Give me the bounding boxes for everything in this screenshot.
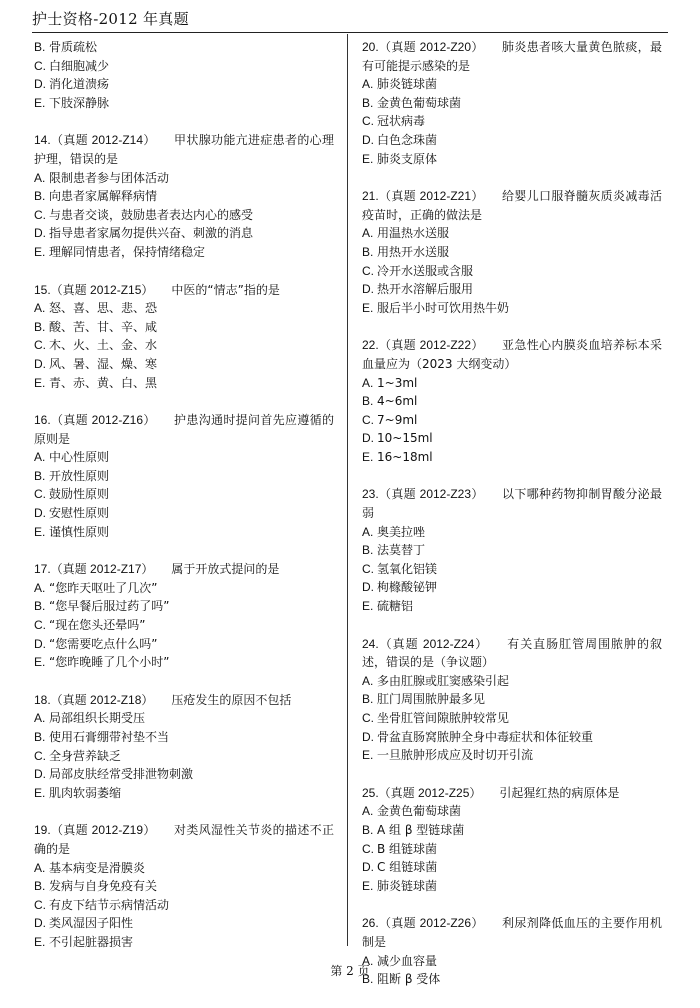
option-item <box>34 877 334 896</box>
option-letter: B. <box>362 972 374 987</box>
option-item <box>34 635 334 654</box>
option-letter: B. <box>362 244 374 259</box>
question-number: 21.（真题 2012-Z21） <box>362 189 484 204</box>
option-item <box>362 821 662 840</box>
option-text: 理解同情患者，保持情绪稳定 <box>49 244 206 259</box>
option-letter: C. <box>34 487 46 502</box>
option-letter: E. <box>34 785 46 800</box>
option-letter: D. <box>362 132 374 147</box>
option-text: 多由肛腺或肛窦感染引起 <box>377 673 510 688</box>
option-item <box>34 523 334 542</box>
option-letter: D. <box>34 916 46 931</box>
option-text: 有皮下结节示病情活动 <box>49 897 170 912</box>
option-letter: C. <box>34 897 46 912</box>
option-text: 酸、苦、甘、辛、咸 <box>49 319 158 334</box>
header-rule <box>32 32 668 33</box>
option-letter: D. <box>34 356 46 371</box>
option-item <box>34 859 334 878</box>
option-text: 局部皮肤经常受排泄物刺激 <box>49 767 194 782</box>
question-block <box>34 281 334 393</box>
option-item <box>34 448 334 467</box>
option-item <box>34 299 334 318</box>
option-text: 硫糖铝 <box>377 599 414 614</box>
question-title <box>362 187 662 224</box>
option-item <box>34 896 334 915</box>
option-letter: E. <box>34 244 46 259</box>
option-text: “现在您头还晕吗” <box>49 618 146 633</box>
option-item <box>34 318 334 337</box>
option-letter: E. <box>34 95 46 110</box>
option-item <box>362 374 662 393</box>
question-stem: 引起猩红热的病原体是 <box>499 785 620 800</box>
option-item <box>362 448 662 467</box>
question-number: 24.（真题 2012-Z24） <box>362 636 489 651</box>
option-item <box>362 75 662 94</box>
option-item <box>34 784 334 803</box>
option-item <box>34 467 334 486</box>
option-text: 坐骨肛管间隙脓肿较常见 <box>377 711 510 725</box>
question-title <box>34 691 334 710</box>
option-text: 青、赤、黄、白、黑 <box>49 375 158 390</box>
option-text: 骨盆直肠窝脓肿全身中毒症状和体征较重 <box>377 729 594 744</box>
option-text: 向患者家属解释病情 <box>49 189 158 204</box>
option-letter: A. <box>34 170 46 185</box>
option-letter: E. <box>362 300 374 315</box>
option-letter: C. <box>362 114 374 129</box>
option-letter: A. <box>34 301 46 316</box>
question-title <box>362 336 662 373</box>
option-text: 限制患者参与团体活动 <box>49 170 170 185</box>
option-item <box>34 747 334 766</box>
option-text: 消化道溃疡 <box>49 77 110 92</box>
question-stem: 给婴儿口服脊髓灰质炎减毒活疫苗时，正确的做法是 <box>362 189 662 222</box>
option-item <box>34 57 334 76</box>
option-text: 鼓励性原则 <box>49 487 110 502</box>
page-footer: 第 2 页 <box>330 964 370 978</box>
option-item <box>362 94 662 113</box>
option-text: 奥美拉唑 <box>377 524 426 539</box>
option-letter: C. <box>362 841 374 856</box>
option-text: 白细胞减少 <box>49 58 110 73</box>
option-text: 发病与自身免疫有关 <box>49 879 158 894</box>
question-number: 25.（真题 2012-Z25） <box>362 785 482 800</box>
question-block <box>34 560 334 672</box>
option-text: 法莫替丁 <box>377 543 426 558</box>
question-block <box>362 635 662 765</box>
option-letter: B. <box>34 189 46 204</box>
question-stem: 有关直肠肛管周围脓肿的叙述，错误的是（争议题） <box>362 636 662 670</box>
option-item <box>34 485 334 504</box>
option-letter: D. <box>362 431 374 446</box>
option-letter: B. <box>362 95 374 110</box>
question-stem: 压疮发生的原因不包括 <box>171 692 292 707</box>
option-letter: E. <box>34 934 46 949</box>
option-item <box>34 597 334 616</box>
option-item <box>34 38 334 57</box>
option-letter: C. <box>34 618 46 633</box>
option-letter: E. <box>362 878 374 893</box>
question-block <box>34 131 334 261</box>
option-text: 1~3ml <box>377 375 418 390</box>
question-block <box>362 336 662 466</box>
question-title <box>362 635 662 672</box>
option-item <box>34 728 334 747</box>
option-item <box>34 709 334 728</box>
option-text: A 组 β 型链球菌 <box>377 822 465 837</box>
option-item <box>362 597 662 616</box>
option-text: 服后半小时可饮用热牛奶 <box>377 300 510 315</box>
option-item <box>34 933 334 952</box>
option-item <box>34 94 334 113</box>
option-text: 热开水溶解后服用 <box>377 282 474 297</box>
question-number: 18.（真题 2012-Z18） <box>34 692 154 707</box>
column-divider <box>347 34 348 946</box>
option-letter: D. <box>34 636 46 651</box>
option-text: 指导患者家属勿提供兴奋、刺激的消息 <box>49 226 254 241</box>
question-stem: 利尿剂降低血压的主要作用机制是 <box>362 916 662 949</box>
option-text: “您昨晚睡了几个小时” <box>49 655 170 670</box>
option-letter: B. <box>34 730 46 744</box>
option-text: “您需要吃点什么吗” <box>49 636 158 651</box>
question-stem: 属于开放式提问的是 <box>171 562 280 577</box>
option-letter: B. <box>362 692 374 707</box>
option-letter: C. <box>34 338 46 353</box>
option-text: 枸橼酸铋钾 <box>377 580 438 595</box>
option-letter: D. <box>362 860 374 875</box>
question-block <box>362 485 662 615</box>
option-letter: A. <box>362 375 374 390</box>
option-text: 使用石膏绷带衬垫不当 <box>49 730 170 744</box>
option-text: 骨质疏松 <box>49 40 98 54</box>
question-block <box>362 38 662 168</box>
question-title <box>34 131 334 168</box>
option-item <box>34 206 334 225</box>
option-letter: A. <box>362 673 374 688</box>
option-item <box>362 672 662 691</box>
option-item <box>34 504 334 523</box>
option-letter: B. <box>34 319 46 334</box>
option-item <box>362 429 662 448</box>
option-item <box>362 746 662 765</box>
option-item <box>362 392 662 411</box>
question-stem: 中医的“情志”指的是 <box>171 282 280 297</box>
option-item <box>362 877 662 896</box>
option-letter: A. <box>362 953 374 968</box>
option-text: 木、火、土、金、水 <box>49 338 158 353</box>
option-item <box>362 243 662 262</box>
option-text: 冷开水送服或含服 <box>377 263 474 278</box>
option-letter: C. <box>34 748 46 763</box>
option-item <box>362 112 662 131</box>
option-text: 肌肉软弱萎缩 <box>49 785 122 800</box>
option-item <box>362 560 662 579</box>
question-title <box>34 411 334 448</box>
question-title <box>34 281 334 300</box>
option-text: 与患者交谈，鼓励患者表达内心的感受 <box>49 207 254 222</box>
option-item <box>34 914 334 933</box>
option-text: 肺炎支原体 <box>377 151 438 166</box>
option-item <box>34 336 334 355</box>
question-block <box>34 821 334 951</box>
question-block <box>362 784 662 896</box>
question-block <box>34 411 334 541</box>
option-text: 7~9ml <box>377 412 418 427</box>
option-item <box>362 690 662 709</box>
option-letter: D. <box>362 580 374 595</box>
option-item <box>34 374 334 393</box>
option-text: 类风湿因子阳性 <box>49 916 134 931</box>
option-text: 不引起脏器损害 <box>49 934 134 949</box>
question-number: 23.（真题 2012-Z23） <box>362 487 484 502</box>
header-title: 护士资格-2012 年真题 <box>32 10 189 28</box>
option-item <box>34 355 334 374</box>
option-text: 肺炎链球菌 <box>377 878 438 893</box>
question-number: 17.（真题 2012-Z17） <box>34 562 154 577</box>
question-title <box>362 38 662 75</box>
option-text: 氢氧化铝镁 <box>377 561 438 576</box>
option-text: 用热开水送服 <box>377 244 450 259</box>
question-number: 16.（真题 2012-Z16） <box>34 413 156 428</box>
option-item <box>34 187 334 206</box>
question-number: 22.（真题 2012-Z22） <box>362 338 484 353</box>
option-item <box>362 541 662 560</box>
option-text: B 组链球菌 <box>377 841 438 856</box>
question-stem: 以下哪种药物抑制胃酸分泌最弱 <box>362 487 662 521</box>
option-item <box>362 840 662 859</box>
option-letter: D. <box>362 729 374 744</box>
option-item <box>34 224 334 243</box>
option-text: 开放性原则 <box>49 468 110 483</box>
page-header <box>32 6 668 32</box>
option-item <box>362 150 662 169</box>
right-column <box>362 38 662 1008</box>
option-text: 16~18ml <box>377 449 433 464</box>
option-text: 4~6ml <box>377 394 418 409</box>
question-stem: 亚急性心内膜炎血培养标本采血量应为（2023 大纲变动） <box>362 338 662 371</box>
option-text: 局部组织长期受压 <box>49 711 146 726</box>
option-item <box>34 653 334 672</box>
option-letter: A. <box>34 580 46 595</box>
option-letter: B. <box>362 394 374 409</box>
option-text: 阻断 β 受体 <box>377 972 441 987</box>
question-title <box>34 560 334 579</box>
option-text: 10~15ml <box>377 431 433 446</box>
option-letter: E. <box>362 151 374 166</box>
option-text: 谨慎性原则 <box>49 524 110 539</box>
option-text: 怒、喜、思、悲、恐 <box>49 301 158 316</box>
option-text: 风、暑、湿、燥、寒 <box>49 356 158 371</box>
option-letter: E. <box>34 655 46 670</box>
option-letter: E. <box>34 375 46 390</box>
option-letter: E. <box>34 524 46 539</box>
option-item <box>362 728 662 747</box>
option-letter: B. <box>34 40 46 54</box>
option-item <box>362 262 662 281</box>
option-letter: B. <box>34 599 46 614</box>
option-item <box>34 616 334 635</box>
option-letter: D. <box>34 77 46 92</box>
option-item <box>34 765 334 784</box>
option-text: 金黄色葡萄球菌 <box>377 95 462 110</box>
option-item <box>34 75 334 94</box>
option-item <box>34 243 334 262</box>
option-text: 全身营养缺乏 <box>49 748 122 763</box>
option-text: 用温热水送服 <box>377 226 450 241</box>
option-item <box>362 411 662 430</box>
option-letter: E. <box>362 599 374 614</box>
option-letter: A. <box>362 226 374 241</box>
option-text: 中心性原则 <box>49 450 110 465</box>
option-text: 一旦脓肿形成应及时切开引流 <box>377 748 534 763</box>
carryover-options <box>34 38 334 112</box>
option-letter: B. <box>34 468 46 483</box>
option-letter: A. <box>362 77 374 92</box>
option-text: 安慰性原则 <box>49 506 110 521</box>
option-item <box>362 131 662 150</box>
option-item <box>362 802 662 821</box>
option-text: “您早餐后服过药了吗” <box>49 599 170 614</box>
option-letter: D. <box>362 282 374 297</box>
option-item <box>362 578 662 597</box>
question-number: 26.（真题 2012-Z26） <box>362 916 484 931</box>
option-letter: C. <box>34 58 46 73</box>
option-item <box>34 579 334 598</box>
option-text: 肺炎链球菌 <box>377 77 438 92</box>
option-item <box>362 858 662 877</box>
option-letter: B. <box>362 543 374 558</box>
option-item <box>362 709 662 728</box>
question-stem: 护患沟通时提问首先应遵循的原则是 <box>34 413 334 446</box>
question-title <box>362 914 662 951</box>
question-number: 20.（真题 2012-Z20） <box>362 40 484 54</box>
option-letter: A. <box>34 860 46 875</box>
question-stem: 对类风湿性关节炎的描述不正确的是 <box>34 823 334 856</box>
question-number: 15.（真题 2012-Z15） <box>34 282 154 297</box>
question-number: 14.（真题 2012-Z14） <box>34 133 156 148</box>
option-text: 白色念珠菌 <box>377 132 438 147</box>
option-letter: D. <box>34 506 46 521</box>
option-letter: C. <box>34 207 46 222</box>
option-item <box>362 224 662 243</box>
option-letter: E. <box>362 449 374 464</box>
question-title <box>34 821 334 858</box>
option-letter: A. <box>34 711 46 726</box>
option-letter: A. <box>34 450 46 465</box>
question-title <box>362 784 662 803</box>
option-letter: E. <box>362 748 374 763</box>
option-letter: C. <box>362 263 374 278</box>
question-number: 19.（真题 2012-Z19） <box>34 823 156 838</box>
option-letter: D. <box>34 767 46 782</box>
question-stem: 肺炎患者咳大量黄色脓痰，最有可能提示感染的是 <box>362 40 662 73</box>
option-letter: B. <box>362 822 374 837</box>
option-letter: A. <box>362 524 374 539</box>
option-letter: C. <box>362 711 374 725</box>
option-text: 下肢深静脉 <box>49 95 110 110</box>
option-item <box>362 299 662 318</box>
question-stem: 甲状腺功能亢进症患者的心理护理，错误的是 <box>34 133 334 166</box>
option-letter: C. <box>362 412 374 427</box>
option-item <box>34 169 334 188</box>
option-text: 减少血容量 <box>377 953 438 968</box>
left-column <box>34 38 334 971</box>
option-letter: D. <box>34 226 46 241</box>
option-item <box>362 280 662 299</box>
question-block <box>34 691 334 803</box>
option-text: “您昨天呕吐了几次” <box>49 580 158 595</box>
option-letter: C. <box>362 561 374 576</box>
option-text: C 组链球菌 <box>377 860 438 875</box>
option-letter: A. <box>362 804 374 819</box>
question-title <box>362 485 662 522</box>
question-block <box>362 187 662 317</box>
option-text: 冠状病毒 <box>377 114 426 129</box>
option-item <box>362 523 662 542</box>
option-text: 肛门周围脓肿最多见 <box>377 692 486 707</box>
option-text: 金黄色葡萄球菌 <box>377 804 462 819</box>
option-text: 基本病变是滑膜炎 <box>49 860 146 875</box>
option-letter: B. <box>34 879 46 894</box>
